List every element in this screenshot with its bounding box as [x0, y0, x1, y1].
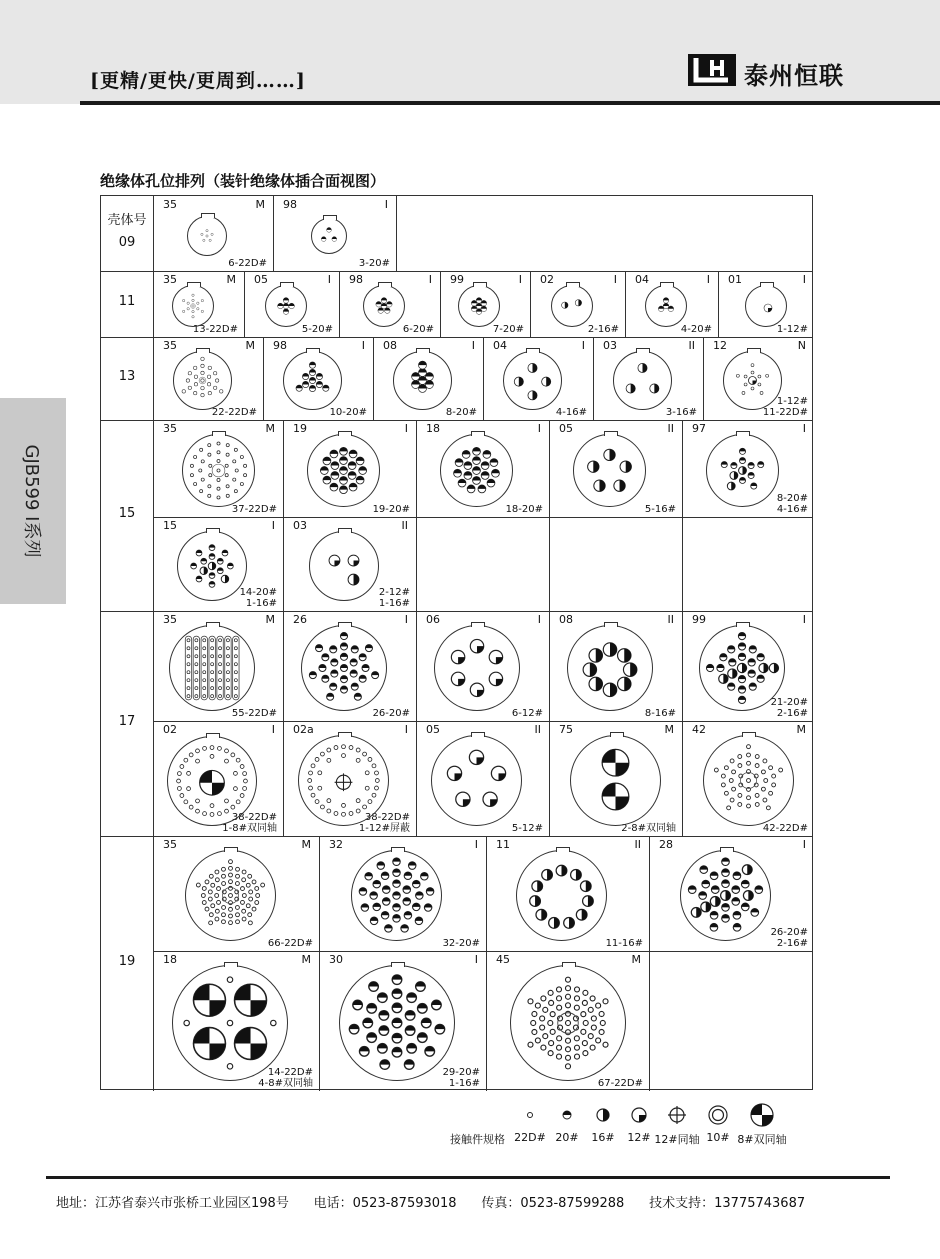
arrangement-code: 97 — [692, 422, 706, 435]
connector-face — [363, 285, 405, 327]
checker-circle-icon — [750, 1103, 774, 1127]
insert-arrangement-cell — [682, 420, 814, 517]
connector-face — [309, 531, 379, 601]
service-class: I — [802, 613, 806, 626]
contact-spec: 32-20# — [442, 938, 480, 949]
contact-pattern — [173, 286, 213, 326]
footer-address: 地址：江苏省泰兴市张桥工业园区198号 — [56, 1196, 289, 1211]
arrangement-code: 15 — [163, 519, 177, 532]
small-dot-icon — [518, 1103, 542, 1127]
contact-spec: 26-20# — [372, 708, 410, 719]
connector-face — [307, 434, 380, 507]
arrangement-code: 98 — [349, 273, 363, 286]
table-rule — [549, 517, 550, 611]
connector-face — [570, 735, 661, 826]
insert-arrangement-cell — [283, 517, 416, 611]
crosshair-icon — [665, 1103, 689, 1127]
connector-face — [172, 285, 214, 327]
service-class: M — [796, 723, 806, 736]
connector-face — [187, 216, 227, 256]
connector-face — [440, 434, 513, 507]
legend-label: 16# — [591, 1131, 615, 1144]
connector-face — [265, 285, 307, 327]
connector-face — [745, 285, 787, 327]
side-tab-label: GJB599 I系列 — [21, 444, 42, 558]
service-class: M — [255, 198, 265, 211]
contact-pattern — [704, 736, 793, 825]
legend-label: 12# — [627, 1131, 651, 1144]
contact-spec: 11-16# — [605, 938, 643, 949]
service-class: M — [226, 273, 236, 286]
service-class: I — [384, 198, 388, 211]
insert-arrangement-cell — [153, 420, 283, 517]
service-class: I — [518, 273, 522, 286]
service-class: I — [613, 273, 617, 286]
insert-arrangement-cell — [486, 836, 649, 951]
shell-size-value: 09 — [118, 235, 136, 250]
contact-pattern — [310, 532, 378, 600]
contact-spec: 38-22D# 1-12#屏蔽 — [358, 812, 410, 834]
service-class: M — [301, 953, 311, 966]
contact-spec: 4-16# — [555, 407, 587, 418]
service-class: I — [537, 613, 541, 626]
contact-pattern — [183, 435, 254, 506]
connector-face — [339, 965, 455, 1081]
contact-pattern — [568, 626, 652, 710]
service-class: I — [361, 339, 365, 352]
legend-title: 接触件规格 — [450, 1133, 505, 1146]
footer-fax: 传真：0523-87599288 — [481, 1196, 625, 1211]
insert-arrangement-cell — [416, 611, 549, 721]
table-rule — [682, 517, 683, 611]
shell-size-heading: 壳体号 — [107, 213, 147, 228]
contact-spec: 42-22D# — [762, 823, 808, 834]
contact-pattern — [186, 851, 275, 940]
contact-spec: 8-20# 4-16# — [776, 493, 808, 515]
contact-pattern — [700, 626, 784, 710]
contact-spec: 5-12# — [511, 823, 543, 834]
insert-arrangement-cell — [153, 196, 273, 271]
contact-pattern — [170, 626, 254, 710]
arrangement-code: 35 — [163, 198, 177, 211]
contact-spec: 19-20# — [372, 504, 410, 515]
service-class: II — [667, 613, 674, 626]
contact-pattern — [574, 435, 645, 506]
contact-pattern — [646, 286, 686, 326]
legend-label: 22D# — [514, 1131, 546, 1144]
shell-size-label: 13 — [118, 368, 136, 384]
contact-pattern — [168, 737, 256, 825]
half-filled-icon — [591, 1103, 615, 1127]
arrangement-code: 98 — [283, 198, 297, 211]
contact-spec: 1-12# 11-22D# — [762, 396, 808, 418]
insert-arrangement-cell — [373, 337, 483, 420]
contact-spec: 18-20# — [505, 504, 543, 515]
footer-phone: 电话：0523-87593018 — [313, 1196, 457, 1211]
connector-face — [613, 351, 672, 410]
service-class: I — [428, 273, 432, 286]
arrangement-code: 75 — [559, 723, 573, 736]
connector-face — [706, 434, 779, 507]
table-rule — [396, 196, 397, 271]
arrangement-code: 32 — [329, 838, 343, 851]
contact-spec: 29-20# 1-16# — [442, 1067, 480, 1089]
insert-arrangement-cell — [339, 271, 440, 337]
contact-pattern — [308, 435, 379, 506]
contact-spec: 8-20# — [445, 407, 477, 418]
brand-logo-icon — [688, 54, 736, 86]
contact-spec: 2-12# 1-16# — [378, 587, 410, 609]
footer — [56, 1192, 805, 1211]
arrangement-code: 45 — [496, 953, 510, 966]
connector-face — [703, 735, 794, 826]
arrangement-code: 35 — [163, 422, 177, 435]
arrangement-code: 42 — [692, 723, 706, 736]
contact-pattern — [746, 286, 786, 326]
connector-face — [458, 285, 500, 327]
insert-arrangement-cell — [486, 951, 649, 1091]
section-title: 绝缘体孔位排列（装针绝缘体插合面视图） — [100, 172, 386, 190]
contact-pattern — [394, 352, 451, 409]
service-class: II — [401, 519, 408, 532]
insert-arrangement-cell — [682, 611, 814, 721]
connector-face — [503, 351, 562, 410]
contact-spec: 2-16# — [587, 324, 619, 335]
contact-spec: 55-22D# — [231, 708, 277, 719]
contact-pattern — [435, 626, 519, 710]
service-class: I — [271, 519, 275, 532]
contact-spec: 3-16# — [665, 407, 697, 418]
insert-arrangement-cell — [153, 337, 263, 420]
connector-face — [351, 850, 442, 941]
contact-spec: 8-16# — [644, 708, 676, 719]
connector-face — [573, 434, 646, 507]
service-class: I — [706, 273, 710, 286]
arrangement-code: 04 — [493, 339, 507, 352]
contact-pattern — [173, 966, 287, 1080]
contact-spec: 37-22D# — [231, 504, 277, 515]
contact-spec: 67-22D# — [597, 1078, 643, 1089]
legend-label: 10# — [706, 1131, 730, 1144]
slogan: [更精/更快/更周到……] — [90, 70, 306, 92]
contact-spec: 38-22D# 1-8#双同轴 — [222, 812, 277, 834]
quarter-filled-icon — [555, 1103, 579, 1127]
service-class: M — [664, 723, 674, 736]
contact-spec: 7-20# — [492, 324, 524, 335]
insert-arrangement-cell — [549, 611, 682, 721]
service-class: N — [797, 339, 806, 352]
service-class: M — [265, 613, 275, 626]
contact-spec: 26-20# 2-16# — [770, 927, 808, 949]
insert-arrangement-cell — [718, 271, 814, 337]
arrangement-code: 05 — [426, 723, 440, 736]
contact-spec: 4-20# — [680, 324, 712, 335]
contact-pattern — [511, 966, 625, 1080]
contact-spec: 1-12# — [776, 324, 808, 335]
table-rule — [649, 951, 650, 1091]
side-tab — [0, 398, 66, 604]
contact-spec: 5-16# — [644, 504, 676, 515]
connector-face — [185, 850, 276, 941]
arrangement-code: 35 — [163, 613, 177, 626]
connector-face — [645, 285, 687, 327]
brand-name: 泰州恒联 — [744, 62, 844, 90]
connector-face — [510, 965, 626, 1081]
contact-pattern — [188, 217, 226, 255]
contact-pattern — [432, 736, 521, 825]
insert-arrangement-cell — [283, 611, 416, 721]
contact-spec: 6-22D# — [228, 258, 267, 269]
contact-spec: 3-20# — [358, 258, 390, 269]
insert-arrangement-cell — [416, 420, 549, 517]
connector-face — [177, 531, 247, 601]
insert-arrangement-cell — [530, 271, 625, 337]
contact-spec: 2-8#双同轴 — [621, 823, 676, 834]
legend-label: 12#同轴 — [654, 1133, 700, 1146]
arrangement-code: 02 — [540, 273, 554, 286]
contact-spec: 21-20# 2-16# — [770, 697, 808, 719]
service-class: I — [471, 339, 475, 352]
contact-pattern — [284, 352, 341, 409]
service-class: I — [404, 422, 408, 435]
contact-pattern — [299, 736, 388, 825]
insert-arrangement-cell — [649, 836, 814, 951]
arrangement-code: 35 — [163, 273, 177, 286]
service-class: I — [327, 273, 331, 286]
contact-pattern — [340, 966, 454, 1080]
arrangement-code: 35 — [163, 339, 177, 352]
arrangement-code: 19 — [293, 422, 307, 435]
quadrant-filled-icon — [627, 1103, 651, 1127]
service-class: I — [802, 273, 806, 286]
contact-pattern — [302, 626, 386, 710]
contact-spec: 6-12# — [511, 708, 543, 719]
insert-arrangement-cell — [319, 836, 486, 951]
connector-face — [431, 735, 522, 826]
insert-arrangement-cell — [244, 271, 339, 337]
arrangement-code: 04 — [635, 273, 649, 286]
connector-face — [169, 625, 255, 711]
arrangement-code: 05 — [254, 273, 268, 286]
insert-arrangement-cell — [153, 836, 319, 951]
shell-size-label: 15 — [118, 505, 136, 521]
connector-face — [680, 850, 771, 941]
contact-spec: 10-20# — [329, 407, 367, 418]
service-class: I — [404, 613, 408, 626]
connector-face — [167, 736, 257, 826]
connector-face — [393, 351, 452, 410]
arrangement-code: 35 — [163, 838, 177, 851]
insert-arrangement-cell — [153, 721, 283, 836]
insert-arrangement-cell — [549, 721, 682, 836]
arrangement-code: 98 — [273, 339, 287, 352]
insert-arrangement-cell — [153, 271, 244, 337]
insert-arrangement-cell — [153, 611, 283, 721]
insert-arrangement-cell — [263, 337, 373, 420]
contact-pattern — [552, 286, 592, 326]
connector-face — [699, 625, 785, 711]
service-class: I — [537, 422, 541, 435]
contact-spec: 13-22D# — [192, 324, 238, 335]
contact-pattern — [504, 352, 561, 409]
insert-arrangement-cell — [153, 517, 283, 611]
service-class: I — [802, 838, 806, 851]
legend-label: 20# — [555, 1131, 579, 1144]
contact-pattern — [681, 851, 770, 940]
contact-pattern — [724, 352, 781, 409]
connector-face — [301, 625, 387, 711]
shell-size-label: 19 — [118, 953, 136, 969]
contact-spec: 6-20# — [402, 324, 434, 335]
contact-pattern — [459, 286, 499, 326]
insert-arrangement-cell — [703, 337, 814, 420]
header-rule — [80, 101, 940, 105]
shell-size-label — [101, 210, 153, 254]
contact-pattern — [441, 435, 512, 506]
insert-arrangement-cell — [593, 337, 703, 420]
contact-pattern — [364, 286, 404, 326]
service-class: II — [534, 723, 541, 736]
service-class: II — [634, 838, 641, 851]
double-ring-icon — [706, 1103, 730, 1127]
contact-pattern — [517, 851, 606, 940]
arrangement-code: 11 — [496, 838, 510, 851]
insert-arrangement-cell — [440, 271, 530, 337]
footer-rule — [46, 1176, 890, 1179]
contact-pattern — [266, 286, 306, 326]
service-class: M — [265, 422, 275, 435]
footer-support: 技术支持：13775743687 — [649, 1196, 806, 1211]
insert-arrangement-cell — [549, 420, 682, 517]
contact-spec: 5-20# — [301, 324, 333, 335]
service-class: M — [301, 838, 311, 851]
table-rule — [416, 517, 417, 611]
contact-spec: 14-22D# 4-8#双同轴 — [258, 1067, 313, 1089]
connector-face — [283, 351, 342, 410]
legend-label: 8#双同轴 — [737, 1133, 787, 1146]
shell-size-label: 11 — [118, 294, 136, 309]
connector-face — [434, 625, 520, 711]
arrangement-code: 01 — [728, 273, 742, 286]
service-class: I — [474, 838, 478, 851]
connector-face — [551, 285, 593, 327]
insert-arrangement-table — [100, 195, 813, 1090]
arrangement-code: 02a — [293, 723, 314, 736]
contact-spec: 14-20# 1-16# — [239, 587, 277, 609]
insert-arrangement-cell — [483, 337, 593, 420]
insert-arrangement-cell — [283, 420, 416, 517]
arrangement-code: 26 — [293, 613, 307, 626]
contact-spec: 66-22D# — [267, 938, 313, 949]
connector-face — [182, 434, 255, 507]
arrangement-code: 18 — [163, 953, 177, 966]
service-class: I — [474, 953, 478, 966]
connector-face — [172, 965, 288, 1081]
contact-pattern — [707, 435, 778, 506]
service-class: II — [688, 339, 695, 352]
arrangement-code: 05 — [559, 422, 573, 435]
service-class: II — [667, 422, 674, 435]
contact-pattern — [571, 736, 660, 825]
arrangement-code: 99 — [450, 273, 464, 286]
insert-arrangement-cell — [625, 271, 718, 337]
contact-spec: 22-22D# — [211, 407, 257, 418]
shell-size-label: 17 — [118, 713, 136, 729]
arrangement-code: 28 — [659, 838, 673, 851]
service-class: I — [404, 723, 408, 736]
insert-arrangement-cell — [682, 721, 814, 836]
connector-face — [516, 850, 607, 941]
arrangement-code: 03 — [293, 519, 307, 532]
arrangement-code: 30 — [329, 953, 343, 966]
arrangement-code: 02 — [163, 723, 177, 736]
insert-arrangement-cell — [273, 196, 396, 271]
connector-face — [311, 218, 347, 254]
insert-arrangement-cell — [283, 721, 416, 836]
contact-pattern — [174, 352, 231, 409]
connector-face — [173, 351, 232, 410]
arrangement-code: 12 — [713, 339, 727, 352]
service-class: M — [631, 953, 641, 966]
service-class: I — [802, 422, 806, 435]
contact-pattern — [352, 851, 441, 940]
service-class: M — [245, 339, 255, 352]
connector-face — [567, 625, 653, 711]
arrangement-code: 03 — [603, 339, 617, 352]
insert-arrangement-cell — [153, 951, 319, 1091]
insert-arrangement-cell — [416, 721, 549, 836]
contact-pattern — [178, 532, 246, 600]
service-class: I — [581, 339, 585, 352]
arrangement-code: 99 — [692, 613, 706, 626]
contact-pattern — [614, 352, 671, 409]
connector-face — [298, 735, 389, 826]
connector-face — [723, 351, 782, 410]
contact-pattern — [312, 219, 346, 253]
insert-arrangement-cell — [319, 951, 486, 1091]
arrangement-code: 06 — [426, 613, 440, 626]
arrangement-code: 08 — [383, 339, 397, 352]
arrangement-code: 18 — [426, 422, 440, 435]
arrangement-code: 08 — [559, 613, 573, 626]
service-class: I — [271, 723, 275, 736]
